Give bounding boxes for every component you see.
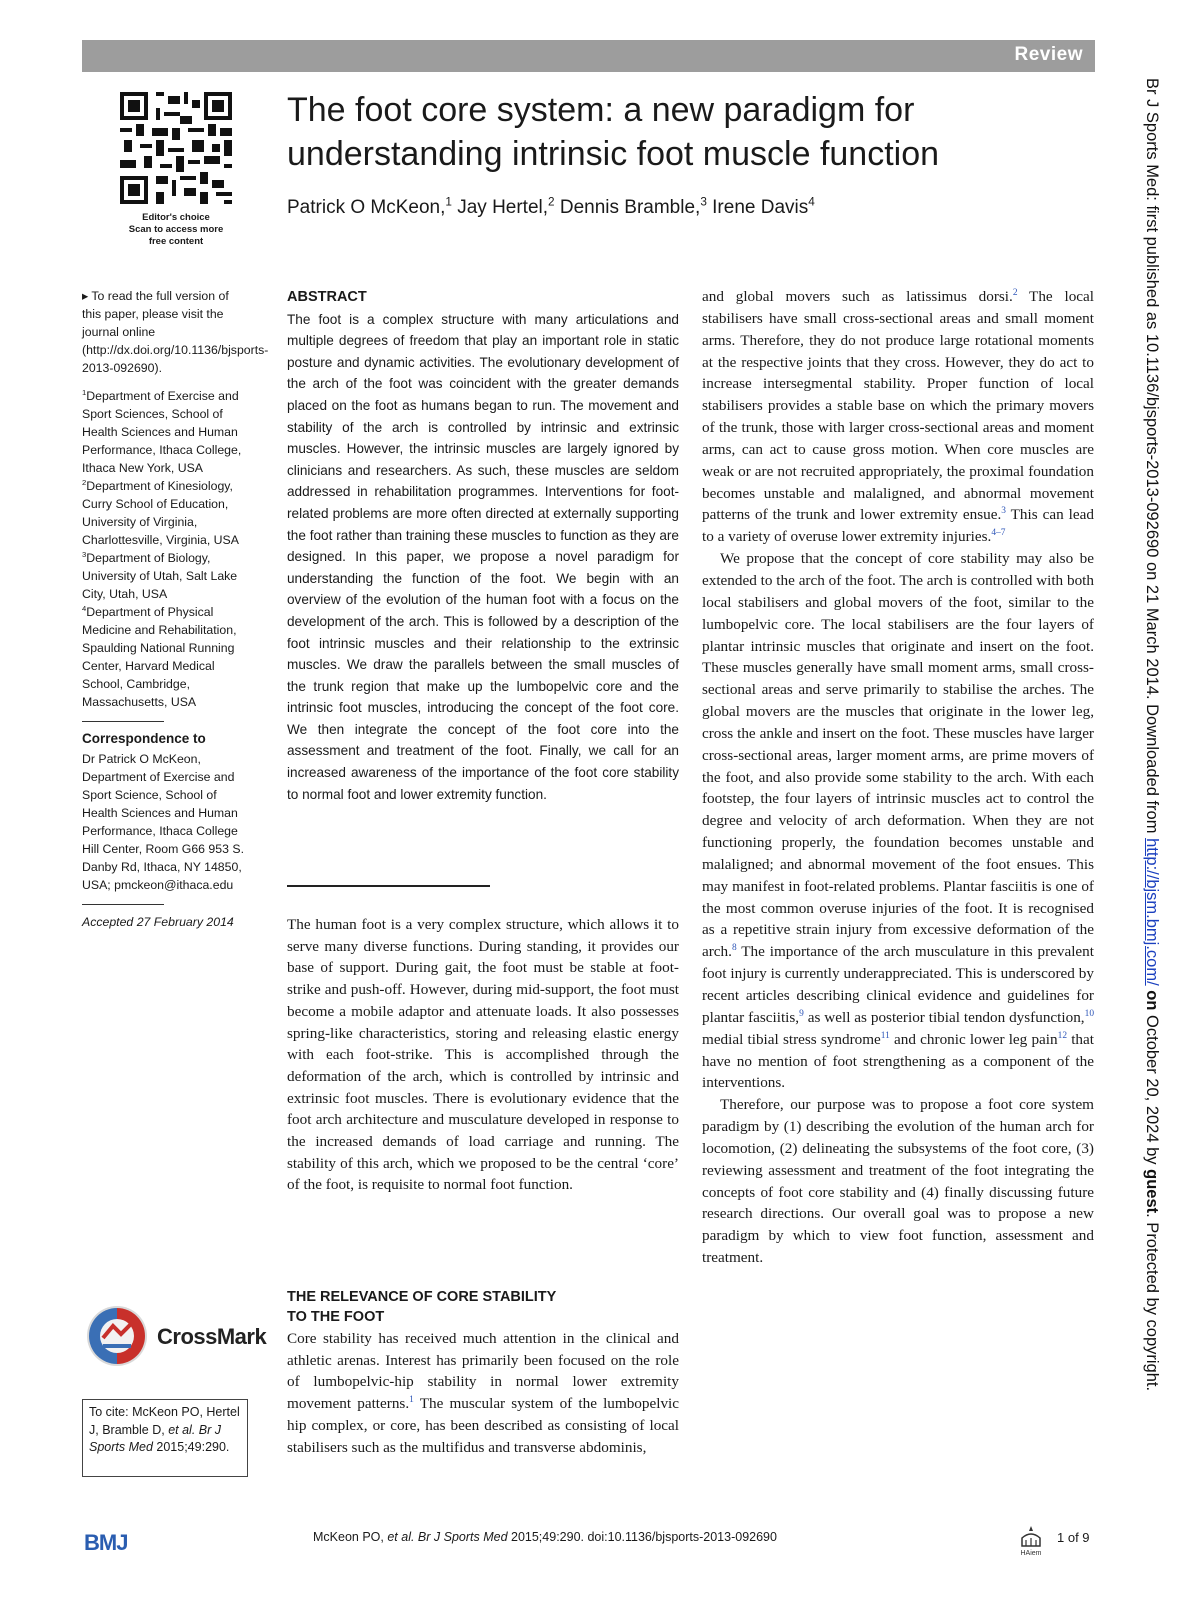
sidebar	[82, 287, 269, 931]
core-text: Core stability has received much attention in the clinical and athletic arenas. Interest has primarily been focused on the role of lumbopelvic-hip stability in normal lower extremity movement patterns.	[287, 1330, 679, 1413]
paragraph-text: and chronic lower leg pain	[889, 1030, 1058, 1048]
footer-citation-text: 2015;49:290. doi:10.1136/bjsports-2013-092690	[507, 1530, 777, 1544]
author-name: Patrick O McKeon,	[287, 197, 446, 218]
section-heading	[287, 1287, 679, 1327]
download-stamp-text	[1142, 78, 1161, 1518]
stamp-text: . Protected by copyright.	[1143, 1213, 1161, 1392]
correspondence-heading: Correspondence to	[82, 731, 206, 746]
author-name: Irene Davis	[712, 197, 809, 218]
author-list	[287, 195, 1067, 221]
footer-citation	[313, 1530, 777, 1544]
author-name: Dennis Bramble,	[559, 197, 701, 218]
paragraph-text: We propose that the concept of core stability may also be extended to the arch of the foot. The arch is controlled with both local stabilisers and global movers of the foot, similar to the lumbopelvic core. The local stabilisers are the four layers of plantar intrinsic muscles that originate and insert on the foot. These muscles generally have small moment arms, small cross-sectional areas and serve primarily to stabilise the arches. The global movers are the muscles that originate in the lower leg, cross the ankle and insert on the foot. These muscles have larger cross-sectional areas, larger moment arms, are prime movers of the foot, and also provide some stability to the arch. With each footstep, the four layers of intrinsic muscles act to control the degree and velocity of arch deformation. When they are not functioning properly, the foundation becomes unstable and malaligned; and abnormal movement of the foot ensues. This may manifest in foot-related problems. Plantar fasciitis is one of the most common overuse injuries of the foot. It is recognised as a repetitive strain injury from excessive deformation of the arch.	[702, 550, 1094, 961]
paragraph-text: that have no mention of foot strengthening as a component of the interventions.	[702, 1030, 1094, 1092]
author-affil-ref: 1	[445, 195, 452, 209]
stamp-text: on	[1143, 985, 1161, 1011]
reference-link[interactable]: 4–7	[991, 528, 1006, 539]
affiliation	[82, 549, 250, 603]
section-label: Review	[1014, 44, 1083, 65]
cite-journal: Br J Sports Med	[89, 1422, 222, 1454]
crossmark-badge[interactable]	[85, 1302, 265, 1372]
paragraph-text: and global movers such as latissimus dorsi.	[702, 288, 1013, 305]
footer-citation-text: McKeon PO,	[313, 1530, 388, 1544]
abstract-heading: ABSTRACT	[287, 289, 367, 305]
full-version-note[interactable]: ▸ To read the full version of this paper, please visit the journal online (http://dx.doi.org/10.1136/bjsports-2013-092690).	[82, 289, 269, 375]
reference-link[interactable]: 11	[880, 1030, 890, 1041]
affiliation-text: Department of Kinesiology, Curry School of Education, University of Virginia, Charlottesville, Virginia, USA	[82, 479, 239, 547]
core-text: The muscular system of the lumbopelvic hip complex, or core, has been described as consisting of local stabilisers such as the multifidus and transverse abdominis,	[287, 1395, 679, 1456]
sidebar-divider	[82, 904, 164, 905]
correspondence-address: Dr Patrick O McKeon, Department of Exercise and Sport Science, School of Health Sciences and Human Performance, Ithaca College Hill Center, Room G66 953 S. Danby Rd, Ithaca, NY 14850, USA; pmckeon@ithaca.edu	[82, 752, 244, 892]
affiliation-number: 2	[82, 477, 87, 487]
section-heading-line-2: TO THE FOOT	[287, 1309, 385, 1325]
reference-link[interactable]: 9	[799, 1008, 804, 1019]
paragraph	[702, 548, 1094, 1094]
cite-prefix: To cite: McKeon PO, Hertel J, Bramble D,	[89, 1405, 240, 1437]
reference-link[interactable]: 1	[409, 1395, 414, 1406]
bmj-logo[interactable]: BMJ	[84, 1530, 128, 1555]
affiliation-number: 3	[82, 549, 87, 559]
author-affil-ref: 3	[700, 195, 707, 209]
stamp-text: October 20, 2024 by	[1143, 1010, 1161, 1170]
affiliation-text: Department of Physical Medicine and Rehabilitation, Spaulding National Running Center, Harvard Medical School, Cambridge, Massachusetts, USA	[82, 605, 237, 709]
stamp-link[interactable]: http://bjsm.bmj.com/	[1143, 838, 1161, 986]
affiliation	[82, 477, 250, 549]
hai-logo-icon	[1014, 1524, 1048, 1558]
abstract	[287, 287, 679, 805]
abstract-divider	[287, 885, 490, 887]
reference-link[interactable]: 3	[1001, 506, 1006, 517]
reference-link[interactable]: 10	[1084, 1008, 1095, 1019]
affiliation	[82, 603, 250, 711]
cite-volume: 2015;49:290.	[156, 1440, 230, 1454]
paragraph-text: The local stabilisers have small cross-sectional areas and small moment arms. Therefore, they do not produce large rotational moments at the respective joints that they cross. However, they do act to increase intersegmental stability. Proper function of local stabilisers provides a stable base on which the primary movers of the trunk, those with larger cross-sectional areas and moment arms, can act to cause gross motion. When core muscles are weak or are not recruited appropriately, the proximal foundation becomes unstable and malaligned, and abnormal movement patterns of the trunk and lower extremity ensue.	[702, 288, 1094, 524]
section-header-bar	[82, 40, 1095, 72]
qr-caption	[112, 212, 240, 248]
stamp-text: Br J Sports Med: first published as 10.1136/bjsports-2013-092690 on 21 March 2014. Downloaded from	[1143, 78, 1161, 839]
article-title: The foot core system: a new paradigm for understanding intrinsic foot muscle function	[287, 91, 940, 173]
right-column	[702, 286, 1094, 1269]
intro-text: The human foot is a very complex structure, which allows it to serve many diverse functions. During standing, it provides our base of support. During gait, the foot must be stable at foot-strike and push-off. However, during mid-support, the foot must become a mobile adaptor and attenuate loads. It also possesses spring-like characteristics, storing and releasing elastic energy with each foot-strike. This is accomplished through the deformation of the arch, which is controlled by intrinsic and extrinsic foot muscles. There is evolutionary evidence that the foot arch architecture and musculature developed in response to the increased demands of load carriage and running. The stability of this arch, which we proposed to be the central ‘core’ of the foot, is requisite to normal foot function.	[287, 916, 679, 1194]
footer-citation-text: et al. Br J Sports Med	[387, 1530, 508, 1544]
affiliation-text: Department of Exercise and Sport Sciences, School of Health Sciences and Human Performance, Ithaca College, Ithaca New York, USA	[82, 389, 242, 475]
cite-et-al: et al.	[168, 1422, 196, 1437]
abstract-text: The foot is a complex structure with many articulations and multiple degrees of freedom that play an important role in static posture and dynamic activities. The evolutionary development of the arch of the foot was coincident with the greater demands placed on the foot as humans began to run. The movement and stability of the arch is controlled by intrinsic and extrinsic muscles. However, the intrinsic muscles are largely ignored by clinicians and researchers. As such, these muscles are seldom addressed in rehabilitation programmes. Interventions for foot-related problems are more often directed at externally supporting the foot rather than training these muscles to function as they are designed. In this paper, we propose a novel paradigm for understanding the function of the foot. We begin with an overview of the evolution of the human foot with a focus on the development of the arch. This is followed by a description of the foot intrinsic muscles and their relationship to the extrinsic muscles. We draw the parallels between the small muscles of the trunk region that make up the lumbopelvic core and the intrinsic foot muscles, introducing the concept of the foot core. We then integrate the concept of the foot core into the assessment and treatment of the foot. Finally, we call for an increased awareness of the importance of the foot core stability to normal foot and lower extremity function.	[287, 311, 679, 802]
paragraph-text: as well as posterior tibial tendon dysfunction,	[803, 1008, 1085, 1026]
qr-caption-text: Editor's choice Scan to access more free content	[128, 212, 224, 247]
author-affil-ref: 4	[808, 195, 815, 209]
citation-box	[82, 1399, 248, 1477]
reference-link[interactable]: 2	[1012, 287, 1018, 298]
affiliation-number: 4	[82, 603, 87, 613]
core-paragraph	[287, 1328, 679, 1458]
stamp-text: guest	[1143, 1169, 1161, 1214]
qr-code-icon[interactable]	[120, 92, 232, 204]
hai-label: HAiem	[1020, 1550, 1042, 1557]
paragraph-text: This can lead to a variety of overuse lower extremity injuries.	[702, 506, 1094, 546]
paragraph: Therefore, our purpose was to propose a foot core system paradigm by (1) describing the evolution of the human arch for locomotion, (2) delineating the subsystems of the foot core, (3) reviewing assessment and treatment of the foot integrating the concepts of foot core stability and (4) finally discussing future research directions. Our overall goal was to propose a new paradigm by which to view foot function, assessment and treatment.	[702, 1096, 1094, 1267]
affiliation-number: 1	[82, 387, 87, 397]
download-stamp	[1137, 78, 1161, 1518]
reference-link[interactable]: 8	[731, 943, 737, 954]
section-heading-line-1: THE RELEVANCE OF CORE STABILITY	[287, 1289, 557, 1305]
paragraph-text: The importance of the arch musculature in this prevalent foot injury is currently underappreciated. This is underscored by recent articles describing clinical evidence and guidelines for plantar fasciitis,	[702, 943, 1094, 1026]
paragraph	[702, 286, 1094, 548]
intro-paragraph	[287, 914, 679, 1196]
author-affil-ref: 2	[548, 195, 555, 209]
crossmark-icon	[85, 1304, 149, 1368]
page-number: 1 of 9	[1057, 1530, 1090, 1545]
affiliation	[82, 387, 250, 477]
accepted-date: Accepted 27 February 2014	[82, 915, 234, 929]
paragraph-text: medial tibial stress syndrome	[702, 1030, 881, 1048]
crossmark-label: CrossMark	[157, 1324, 267, 1349]
affiliation-text: Department of Biology, University of Utah, Salt Lake City, Utah, USA	[82, 551, 238, 601]
author-name: Jay Hertel,	[457, 197, 549, 218]
reference-link[interactable]: 12	[1057, 1030, 1068, 1041]
sidebar-divider	[82, 721, 164, 722]
